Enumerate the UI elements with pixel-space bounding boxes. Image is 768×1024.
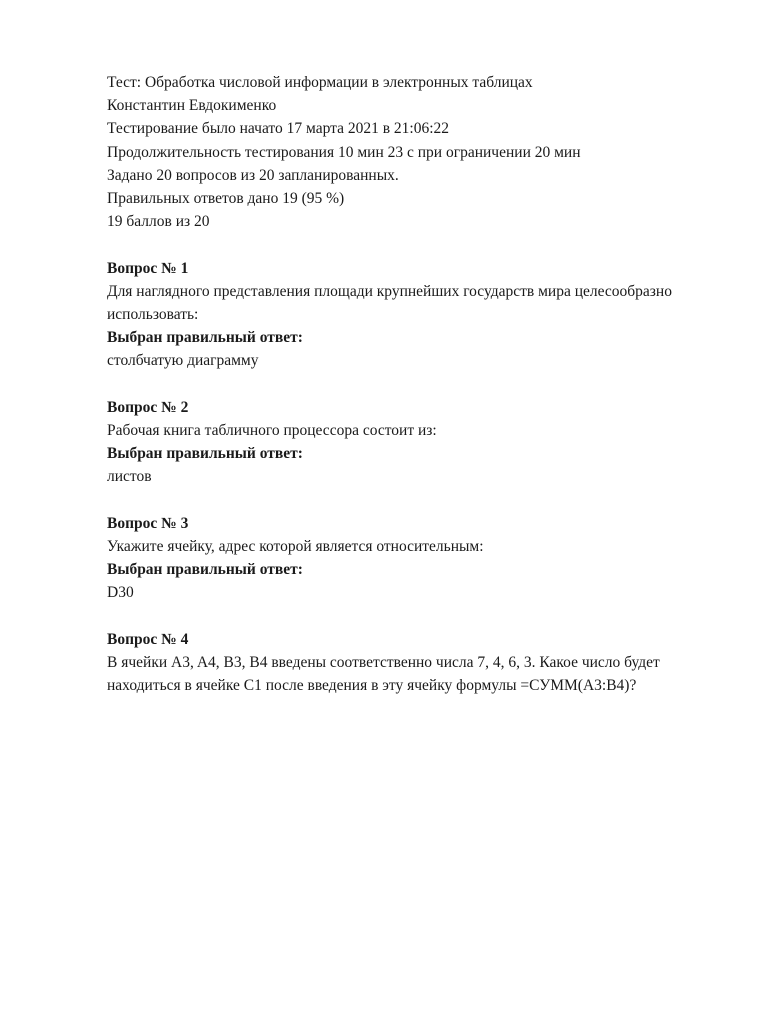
questions-asked: Задано 20 вопросов из 20 запланированных. (107, 166, 399, 184)
question-title: Вопрос № 1 (107, 259, 189, 277)
question-block-2 (107, 396, 687, 489)
score: 19 баллов из 20 (107, 213, 210, 231)
question-block-3 (107, 512, 687, 605)
spacer (107, 233, 687, 256)
selected-answer: столбчатую диаграмму (107, 352, 259, 370)
selected-answer: D30 (107, 584, 134, 602)
answer-label: Выбран правильный ответ: (107, 329, 303, 347)
test-title: Тест: Обработка числовой информации в электронных таблицах (107, 74, 533, 91)
test-summary (107, 71, 687, 233)
question-title: Вопрос № 4 (107, 630, 189, 648)
question-text-continued: использовать: (107, 306, 199, 324)
question-text: Укажите ячейку, адрес которой является относительным: (107, 538, 484, 556)
spacer (107, 373, 687, 396)
answer-label: Выбран правильный ответ: (107, 445, 303, 463)
question-block-4 (107, 628, 687, 698)
selected-answer: листов (107, 468, 152, 486)
test-start-time: Тестирование было начато 17 марта 2021 в 21:06:22 (107, 120, 450, 138)
question-title: Вопрос № 3 (107, 514, 189, 532)
test-duration: Продолжительность тестирования 10 мин 23 с при ограничении 20 мин (107, 143, 581, 161)
question-block-1 (107, 257, 687, 373)
spacer (107, 605, 687, 628)
question-title: Вопрос № 2 (107, 398, 189, 416)
student-name: Константин Евдокименко (107, 97, 277, 115)
answer-label: Выбран правильный ответ: (107, 561, 303, 579)
question-text-continued: находиться в ячейке C1 после введения в эту ячейку формулы =СУММ(A3:B4)? (107, 677, 637, 695)
question-text: В ячейки A3, A4, B3, B4 введены соответственно числа 7, 4, 6, 3. Какое число будет (107, 654, 660, 672)
spacer (107, 489, 687, 512)
question-text: Для наглядного представления площади крупнейших государств мира целесообразно (107, 282, 672, 300)
question-text: Рабочая книга табличного процессора состоит из: (107, 422, 437, 440)
correct-answers-count: Правильных ответов дано 19 (95 %) (107, 190, 345, 208)
document-content (107, 71, 687, 697)
